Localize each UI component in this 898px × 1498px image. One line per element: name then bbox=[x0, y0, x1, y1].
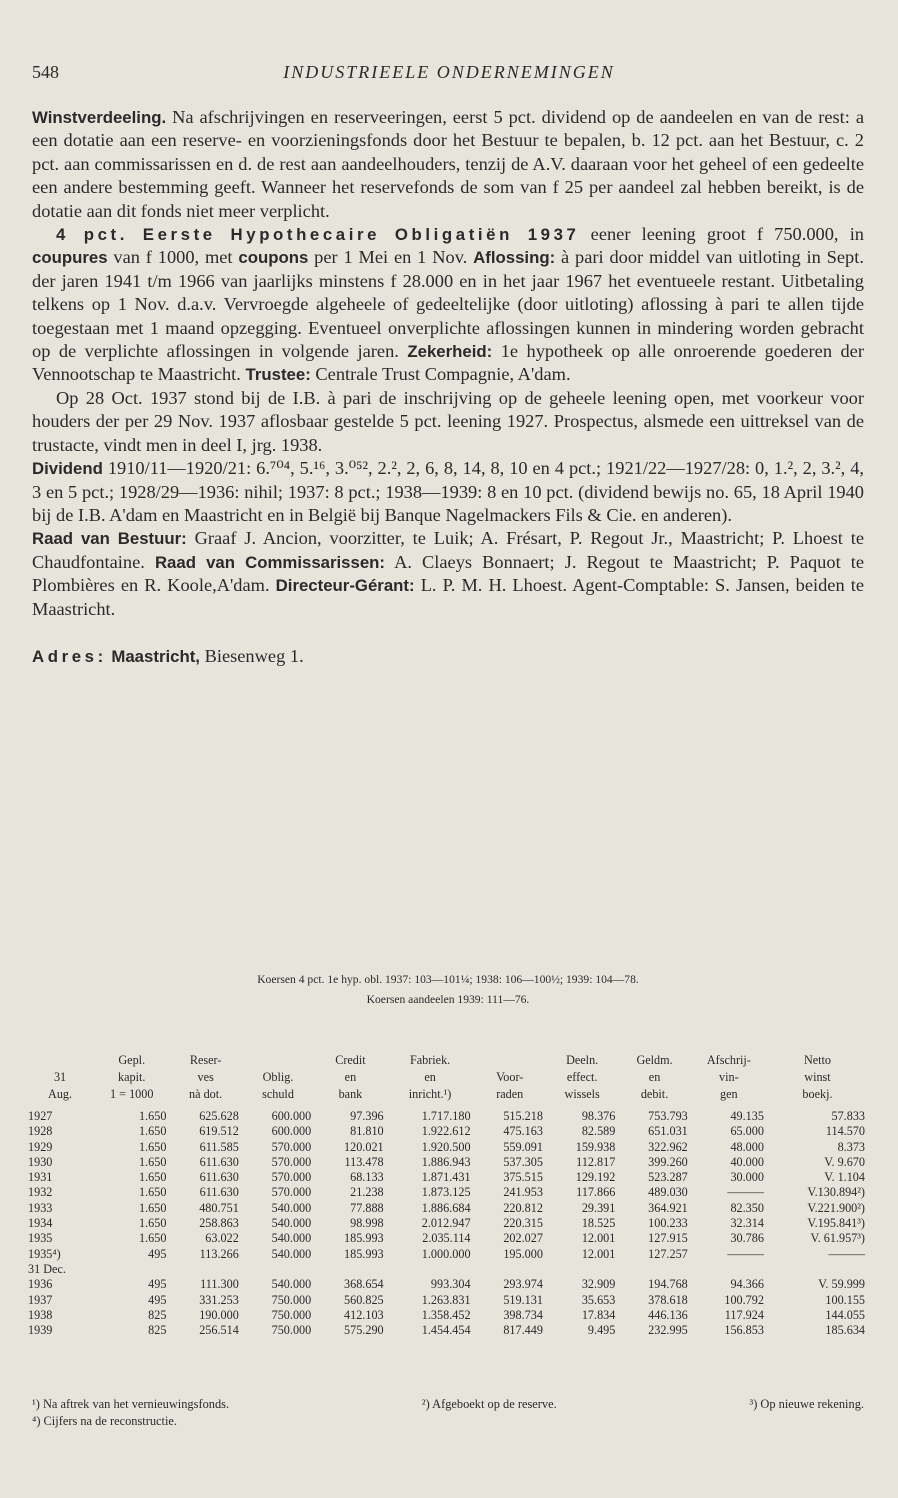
table-cell: 1.650 bbox=[138, 1231, 167, 1246]
table-cell: 375.515 bbox=[503, 1170, 543, 1185]
table-cell: 570.000 bbox=[271, 1185, 312, 1200]
table-row bbox=[26, 1231, 868, 1246]
column-header: inricht.¹) bbox=[408, 1087, 452, 1101]
table-cell: 378.618 bbox=[648, 1292, 688, 1307]
zekerheid-label: Zekerheid: bbox=[407, 342, 493, 362]
header-row bbox=[26, 1069, 868, 1086]
spacer bbox=[32, 621, 864, 645]
table-cell: 575.290 bbox=[344, 1323, 384, 1338]
table-cell: 17.834 bbox=[581, 1307, 616, 1322]
table-cell: 489.030 bbox=[648, 1185, 688, 1200]
coupons-label: coupons bbox=[238, 248, 309, 268]
table-cell: 1.650 bbox=[138, 1216, 167, 1231]
table-cell: 750.000 bbox=[271, 1307, 312, 1322]
table-cell: 30.786 bbox=[730, 1231, 764, 1246]
table-cell: 540.000 bbox=[271, 1246, 312, 1261]
table-cell: 399.260 bbox=[648, 1154, 688, 1169]
table-row bbox=[26, 1216, 868, 1231]
table-row bbox=[26, 1293, 868, 1308]
table-row bbox=[26, 1247, 868, 1262]
table-cell: 120.021 bbox=[344, 1139, 384, 1154]
table-cell: 94.366 bbox=[730, 1277, 764, 1292]
table-cell: 97.396 bbox=[350, 1109, 384, 1123]
column-header: Deeln. bbox=[566, 1053, 599, 1067]
table-cell: 100.155 bbox=[825, 1292, 865, 1307]
table-cell: V. 9.670 bbox=[824, 1154, 865, 1169]
row-label: 1931 bbox=[28, 1170, 53, 1185]
table-cell: 625.628 bbox=[199, 1109, 239, 1123]
table-cell: 2.012.947 bbox=[421, 1216, 471, 1231]
table-cell: 559.091 bbox=[503, 1139, 543, 1154]
row-label: 1937 bbox=[28, 1292, 53, 1307]
table-cell: 293.974 bbox=[503, 1277, 543, 1292]
table-cell: 495 bbox=[148, 1292, 167, 1307]
table-cell: 364.921 bbox=[648, 1200, 688, 1215]
row-label: 1934 bbox=[28, 1216, 53, 1231]
row-label: 1939 bbox=[28, 1323, 53, 1338]
table-cell: 1.454.454 bbox=[421, 1323, 471, 1338]
table-cell: 1.650 bbox=[138, 1185, 167, 1200]
table-cell: ——— bbox=[727, 1246, 764, 1261]
column-header: kapit. bbox=[118, 1070, 146, 1084]
table-cell: 2.035.114 bbox=[422, 1231, 471, 1246]
column-header: schuld bbox=[262, 1087, 294, 1101]
table-cell: 256.514 bbox=[199, 1323, 239, 1338]
obligatien-paragraph bbox=[32, 223, 864, 387]
table-cell: 220.812 bbox=[503, 1200, 543, 1215]
aflossing-label: Aflossing: bbox=[473, 248, 556, 268]
table-row bbox=[26, 1170, 868, 1185]
table-row bbox=[26, 1124, 868, 1139]
table-cell: 368.654 bbox=[344, 1277, 384, 1292]
column-header: Voor- bbox=[496, 1070, 524, 1084]
table-row bbox=[26, 1185, 868, 1200]
table-cell: 480.751 bbox=[199, 1200, 239, 1215]
table-cell: 100.233 bbox=[648, 1216, 688, 1231]
table-cell: 81.810 bbox=[350, 1124, 384, 1139]
trustee-text: Centrale Trust Compagnie, A'dam. bbox=[315, 364, 571, 385]
table-cell: V.195.841³) bbox=[807, 1216, 865, 1231]
table-cell: 117.866 bbox=[576, 1185, 616, 1200]
table-cell: 1.263.831 bbox=[421, 1292, 471, 1307]
row-label: 1932 bbox=[28, 1185, 53, 1200]
table-cell: 750.000 bbox=[271, 1323, 312, 1338]
table-cell bbox=[169, 1262, 241, 1277]
table-cell: 232.995 bbox=[648, 1323, 688, 1338]
table-cell: 48.000 bbox=[730, 1139, 764, 1154]
table-cell bbox=[767, 1262, 868, 1277]
table-cell bbox=[691, 1262, 767, 1277]
column-header: vin- bbox=[719, 1070, 739, 1084]
table-cell: 82.589 bbox=[581, 1124, 616, 1139]
footnote-2: ²) Afgeboekt op de reserve. bbox=[421, 1397, 557, 1411]
coupures-label: coupures bbox=[32, 248, 108, 268]
column-header: bank bbox=[338, 1087, 363, 1101]
koersen-aandeelen: Koersen aandeelen 1939: 111—76. bbox=[366, 993, 530, 1006]
table-header bbox=[26, 1052, 868, 1109]
table-cell: V.221.900²) bbox=[807, 1200, 865, 1215]
koersen-obligaties: Koersen 4 pct. 1e hyp. obl. 1937: 103—101¼; 1938: 106—100½; 1939: 104—78. bbox=[257, 973, 639, 986]
table-cell: 331.253 bbox=[199, 1292, 239, 1307]
table-cell: 113.266 bbox=[199, 1246, 239, 1261]
table-cell: 8.373 bbox=[837, 1139, 865, 1154]
table-row bbox=[26, 1155, 868, 1170]
table-cell: 129.192 bbox=[575, 1170, 616, 1185]
table-cell: 9.495 bbox=[587, 1323, 616, 1338]
zekerheid-text: 1e hypotheek op alle onroerende goederen der Vennootschap te Maastricht. bbox=[32, 341, 864, 385]
winstverdeeling-paragraph bbox=[32, 106, 864, 223]
table-cell: 1.000.000 bbox=[421, 1246, 471, 1261]
table-cell: 523.287 bbox=[648, 1170, 688, 1185]
table-cell: 446.136 bbox=[648, 1307, 688, 1322]
table-cell: 611.630 bbox=[199, 1185, 239, 1200]
table-cell: 57.833 bbox=[831, 1109, 865, 1123]
dividend-text: 1910/11—1920/21: 6.⁷⁰⁴, 5.¹⁶, 3.⁰⁵², 2.², 2, 6, 8, 14, 8, 10 en 4 pct.; 1921/22—1927/28: 0, 1.², 2, 3.², 4, 3 en 5 pct.; 1928/29—1936: nihil; 1937: 8 pct.; 1938—1939: 8 en 10 pct. (dividend bewijs no. 65, 18 April 1940 bij de I.B. A'dam en Maastricht en in België bij Banque Nagelmackers Fils & Cie. en anderen). bbox=[32, 458, 864, 525]
table-cell: 241.953 bbox=[503, 1185, 543, 1200]
table-cell: 825 bbox=[148, 1307, 167, 1322]
table-cell bbox=[474, 1262, 546, 1277]
table-cell: 611.585 bbox=[199, 1139, 239, 1154]
table-cell: 600.000 bbox=[271, 1124, 312, 1139]
bestuur-paragraph bbox=[32, 527, 864, 621]
table-cell: 98.376 bbox=[581, 1109, 616, 1123]
bestuur-text: Graaf J. Ancion, voorzitter, te Luik; A. Frésart, P. Regout Jr., Maastricht; P. Lhoest te Chaudfontaine. bbox=[32, 528, 864, 572]
table-cell: 100.792 bbox=[724, 1292, 764, 1307]
table-cell: 750.000 bbox=[271, 1292, 312, 1307]
table-cell: 570.000 bbox=[271, 1154, 312, 1169]
table-cell: 32.314 bbox=[730, 1216, 764, 1231]
page-number: 548 bbox=[32, 62, 59, 82]
table-cell: 1.922.612 bbox=[421, 1124, 471, 1139]
column-header: Oblig. bbox=[262, 1070, 294, 1084]
table-cell: 322.962 bbox=[648, 1139, 688, 1154]
column-header bbox=[242, 1052, 314, 1069]
table-cell: ——— bbox=[727, 1185, 764, 1200]
obligatien-text-3: per 1 Mei en 1 Nov. bbox=[314, 247, 468, 268]
column-header: boekj. bbox=[802, 1087, 833, 1101]
table-cell: 32.909 bbox=[581, 1277, 616, 1292]
table-cell: 18.525 bbox=[581, 1216, 616, 1231]
column-header: nà dot. bbox=[189, 1087, 223, 1101]
row-label: 31 Dec. bbox=[28, 1261, 66, 1276]
table-body bbox=[26, 1109, 868, 1338]
table-cell: 190.000 bbox=[199, 1307, 239, 1322]
table-cell: 1.650 bbox=[138, 1200, 167, 1215]
table-cell: V. 61.957³) bbox=[810, 1231, 865, 1246]
table-cell: 651.031 bbox=[648, 1124, 688, 1139]
table-cell: 475.163 bbox=[503, 1124, 543, 1139]
table-cell: 40.000 bbox=[730, 1154, 764, 1169]
column-header: debit. bbox=[640, 1087, 669, 1101]
aflossing-text: à pari door middel van uitloting in Sept. der jaren 1941 t/m 1966 van jaarlijks minstens f 28.000 en in het jaar 1967 het eventueele restant. Uitbetaling telkens op 1 Nov. d.a.v. Vervroegde algeheele of gedeeltelijke (door uitloting) aflossing à pari te allen tijde toegestaan met 1 maand opzegging. Eventueel onverplichte aflossingen kunnen in mindering worden gebracht op de verplichte aflossingen in volgende jaren. bbox=[32, 247, 864, 362]
table-cell: 1.717.180 bbox=[421, 1109, 471, 1123]
adres-paragraph bbox=[32, 645, 864, 668]
column-header: 31 bbox=[53, 1070, 67, 1084]
dividend-paragraph bbox=[32, 457, 864, 527]
table-cell: 65.000 bbox=[730, 1124, 764, 1139]
table-cell: 540.000 bbox=[271, 1200, 312, 1215]
table-cell: V. 59.999 bbox=[818, 1277, 865, 1292]
column-header: ves bbox=[197, 1070, 214, 1084]
column-header: Gepl. bbox=[118, 1053, 146, 1067]
table-cell: 560.825 bbox=[344, 1292, 384, 1307]
column-header: Credit bbox=[335, 1053, 366, 1067]
commissarissen-text: A. Claeys Bonnaert; J. Regout te Maastricht; P. Paquot te Plombières en R. Koole,A'dam. bbox=[32, 551, 865, 596]
running-title: INDUSTRIEELE ONDERNEMINGEN bbox=[283, 62, 615, 82]
row-label: 1935 bbox=[28, 1231, 53, 1246]
table-cell: 77.888 bbox=[350, 1200, 384, 1215]
table-row bbox=[26, 1109, 868, 1124]
row-label: 1929 bbox=[28, 1139, 53, 1154]
table-cell: 220.315 bbox=[503, 1216, 543, 1231]
table-cell: 398.734 bbox=[503, 1307, 543, 1322]
table-cell: 1.871.431 bbox=[421, 1170, 471, 1185]
table-cell: 825 bbox=[148, 1323, 167, 1338]
table-cell: 1.920.500 bbox=[421, 1139, 471, 1154]
row-label: 1933 bbox=[28, 1200, 53, 1215]
table-cell: 68.133 bbox=[350, 1170, 384, 1185]
table-cell: 1.358.452 bbox=[421, 1307, 471, 1322]
table-cell: 202.027 bbox=[503, 1231, 543, 1246]
directeur-text: L. P. M. H. Lhoest. Agent-Comptable: S. Jansen, beiden te Maastricht. bbox=[32, 575, 864, 619]
column-header: en bbox=[424, 1070, 436, 1084]
table-cell bbox=[546, 1262, 618, 1277]
table-cell: V.130.894²) bbox=[807, 1185, 865, 1200]
column-header: effect. bbox=[566, 1070, 598, 1084]
table-cell: 1.650 bbox=[138, 1170, 167, 1185]
table-cell bbox=[242, 1262, 314, 1277]
footnote-3: ³) Op nieuwe rekening. bbox=[749, 1397, 864, 1411]
row-label: 1928 bbox=[28, 1124, 53, 1139]
column-header: Geldm. bbox=[636, 1053, 673, 1067]
commissarissen-label: Raad van Commissarissen: bbox=[154, 552, 386, 572]
table-cell: 753.793 bbox=[648, 1109, 688, 1123]
table-cell: 159.938 bbox=[575, 1139, 616, 1154]
table-cell: 412.103 bbox=[344, 1307, 384, 1322]
table-cell: 537.305 bbox=[503, 1154, 543, 1169]
table-cell: 112.817 bbox=[576, 1154, 616, 1169]
table-cell bbox=[387, 1262, 474, 1277]
table-cell: 1.650 bbox=[138, 1139, 167, 1154]
table-cell: 21.238 bbox=[350, 1185, 384, 1200]
footnote-1: ¹) Na aftrek van het vernieuwingsfonds. bbox=[32, 1397, 230, 1411]
inschrijving-paragraph: Op 28 Oct. 1937 stond bij de I.B. à pari de inschrijving op de geheele leening open, met voorkeur voor houders der per 29 Nov. 1937 aflosbaar gestelde 5 pct. leening 1927. Prospectus, alsmede een uittreksel van de trustacte, vindt men in deel I, jrg. 1938. bbox=[32, 387, 864, 455]
column-header: 1 = 1000 bbox=[110, 1087, 154, 1101]
table-cell bbox=[314, 1262, 386, 1277]
table-cell bbox=[618, 1262, 690, 1277]
table-cell: 98.998 bbox=[350, 1216, 384, 1231]
row-label: 1927 bbox=[28, 1109, 53, 1123]
table-row bbox=[26, 1262, 868, 1277]
table-cell: 611.630 bbox=[199, 1170, 239, 1185]
table-cell bbox=[94, 1262, 169, 1277]
bestuur-label: Raad van Bestuur: bbox=[32, 529, 187, 549]
financial-table-wrapper bbox=[26, 1052, 868, 1338]
table-cell: 570.000 bbox=[271, 1170, 312, 1185]
table-cell: 817.449 bbox=[503, 1323, 543, 1338]
table-cell: 194.768 bbox=[648, 1277, 688, 1292]
page-header bbox=[32, 62, 866, 90]
column-header: Netto bbox=[803, 1053, 832, 1067]
table-cell: 570.000 bbox=[271, 1139, 312, 1154]
column-header: raden bbox=[496, 1087, 524, 1101]
table-cell: 540.000 bbox=[271, 1277, 312, 1292]
header-row bbox=[26, 1086, 868, 1109]
footnote-4: ⁴) Cijfers na de reconstructie. bbox=[32, 1414, 178, 1428]
table-cell: 1.650 bbox=[138, 1109, 167, 1123]
table-cell: 611.630 bbox=[199, 1154, 239, 1169]
table-cell: 195.000 bbox=[503, 1246, 543, 1261]
row-label: 1930 bbox=[28, 1154, 53, 1169]
column-header: en bbox=[648, 1070, 661, 1084]
obligatien-text-2: van f 1000, met bbox=[113, 247, 233, 268]
table-row bbox=[26, 1308, 868, 1323]
footnote-line-1 bbox=[32, 1396, 864, 1413]
table-row bbox=[26, 1323, 868, 1338]
table-row bbox=[26, 1201, 868, 1216]
table-cell: 185.634 bbox=[825, 1323, 865, 1338]
table-cell: 113.478 bbox=[344, 1154, 384, 1169]
column-header: Reser- bbox=[189, 1053, 222, 1067]
table-cell: 29.391 bbox=[581, 1200, 616, 1215]
obligatien-text-1: eener leening groot f 750.000, in bbox=[590, 224, 864, 245]
column-header bbox=[26, 1052, 94, 1069]
table-row bbox=[26, 1140, 868, 1155]
table-cell: 117.924 bbox=[724, 1307, 764, 1322]
column-header: Fabriek. bbox=[409, 1053, 451, 1067]
column-header: Aug. bbox=[48, 1087, 73, 1101]
body-text bbox=[32, 106, 864, 668]
column-header: Afschrij- bbox=[706, 1053, 751, 1067]
column-header: wissels bbox=[564, 1087, 600, 1101]
table-cell: 127.257 bbox=[648, 1246, 688, 1261]
table-cell: 12.001 bbox=[581, 1231, 616, 1246]
winstverdeeling-text: Na afschrijvingen en reserveeringen, eerst 5 pct. dividend op de aandeelen en van de rest: a een dotatie aan een reserve- en voorzieningsfonds door het Bestuur te bepalen, b. 12 pct. aan het Bestuur, c. 2 pct. aan commissarissen en d. de rest aan aandeelhouders, tenzij de A.V. daaraan voor het geheel of een gedeelte een andere bestemming geeft. Wanneer het reservefonds de som van f 25 per aandeel zal hebben bereikt, is de dotatie aan dit fonds niet meer verplicht. bbox=[32, 107, 864, 221]
adres-street: Biesenweg 1. bbox=[204, 645, 304, 666]
table-row bbox=[26, 1277, 868, 1292]
table-cell: 258.863 bbox=[199, 1216, 239, 1231]
header-row bbox=[26, 1052, 868, 1069]
table-cell: 495 bbox=[148, 1277, 167, 1292]
column-header: en bbox=[344, 1070, 357, 1084]
footnotes bbox=[32, 1396, 864, 1430]
row-label: 1936 bbox=[28, 1277, 53, 1292]
dividend-label: Dividend bbox=[32, 459, 103, 479]
table-cell: 12.001 bbox=[581, 1246, 616, 1261]
trustee-label: Trustee: bbox=[245, 365, 311, 385]
table-cell: 185.993 bbox=[344, 1246, 384, 1261]
table-cell: 540.000 bbox=[271, 1231, 312, 1246]
table-cell: 49.135 bbox=[730, 1109, 764, 1123]
row-label: 1938 bbox=[28, 1307, 53, 1322]
table-cell: 156.853 bbox=[724, 1323, 764, 1338]
obligatien-heading: 4 pct. Eerste Hypothecaire Obligatiën 1937 bbox=[56, 225, 580, 245]
directeur-label: Directeur-Gérant: bbox=[275, 576, 415, 596]
table-cell: 515.218 bbox=[503, 1109, 543, 1123]
table-cell: 1.886.684 bbox=[421, 1200, 471, 1215]
table-cell: 1.886.943 bbox=[421, 1154, 471, 1169]
table-cell: 35.653 bbox=[581, 1292, 616, 1307]
table-cell: 1.650 bbox=[138, 1124, 167, 1139]
table-cell: 495 bbox=[148, 1246, 167, 1261]
adres-label: Adres: bbox=[32, 646, 107, 666]
column-header: winst bbox=[804, 1070, 831, 1084]
table-cell: 619.512 bbox=[199, 1124, 239, 1139]
row-label: 1935⁴) bbox=[28, 1246, 61, 1261]
table-cell: 111.300 bbox=[200, 1277, 239, 1292]
column-header bbox=[474, 1052, 546, 1069]
table-cell: 1.650 bbox=[138, 1154, 167, 1169]
table-cell: 127.915 bbox=[648, 1231, 688, 1246]
table-cell: ——— bbox=[828, 1246, 865, 1261]
table-cell: 519.131 bbox=[503, 1292, 543, 1307]
table-cell: 30.000 bbox=[730, 1170, 764, 1185]
table-cell: 185.993 bbox=[344, 1231, 384, 1246]
table-cell: 540.000 bbox=[271, 1216, 312, 1231]
table-cell: 114.570 bbox=[825, 1124, 865, 1139]
koersen-block bbox=[32, 970, 864, 1010]
table-cell: 993.304 bbox=[430, 1277, 471, 1292]
table-cell: V. 1.104 bbox=[824, 1170, 865, 1185]
adres-city: Maastricht, bbox=[111, 646, 200, 666]
table-cell: 63.022 bbox=[205, 1231, 239, 1246]
table-cell: 1.873.125 bbox=[421, 1185, 471, 1200]
table-cell: 144.055 bbox=[825, 1307, 865, 1322]
column-header: gen bbox=[720, 1087, 738, 1101]
winstverdeeling-label: Winstverdeeling. bbox=[32, 108, 167, 127]
table-cell: 82.350 bbox=[730, 1200, 764, 1215]
table-cell: 600.000 bbox=[271, 1109, 312, 1123]
financial-table bbox=[26, 1052, 868, 1338]
